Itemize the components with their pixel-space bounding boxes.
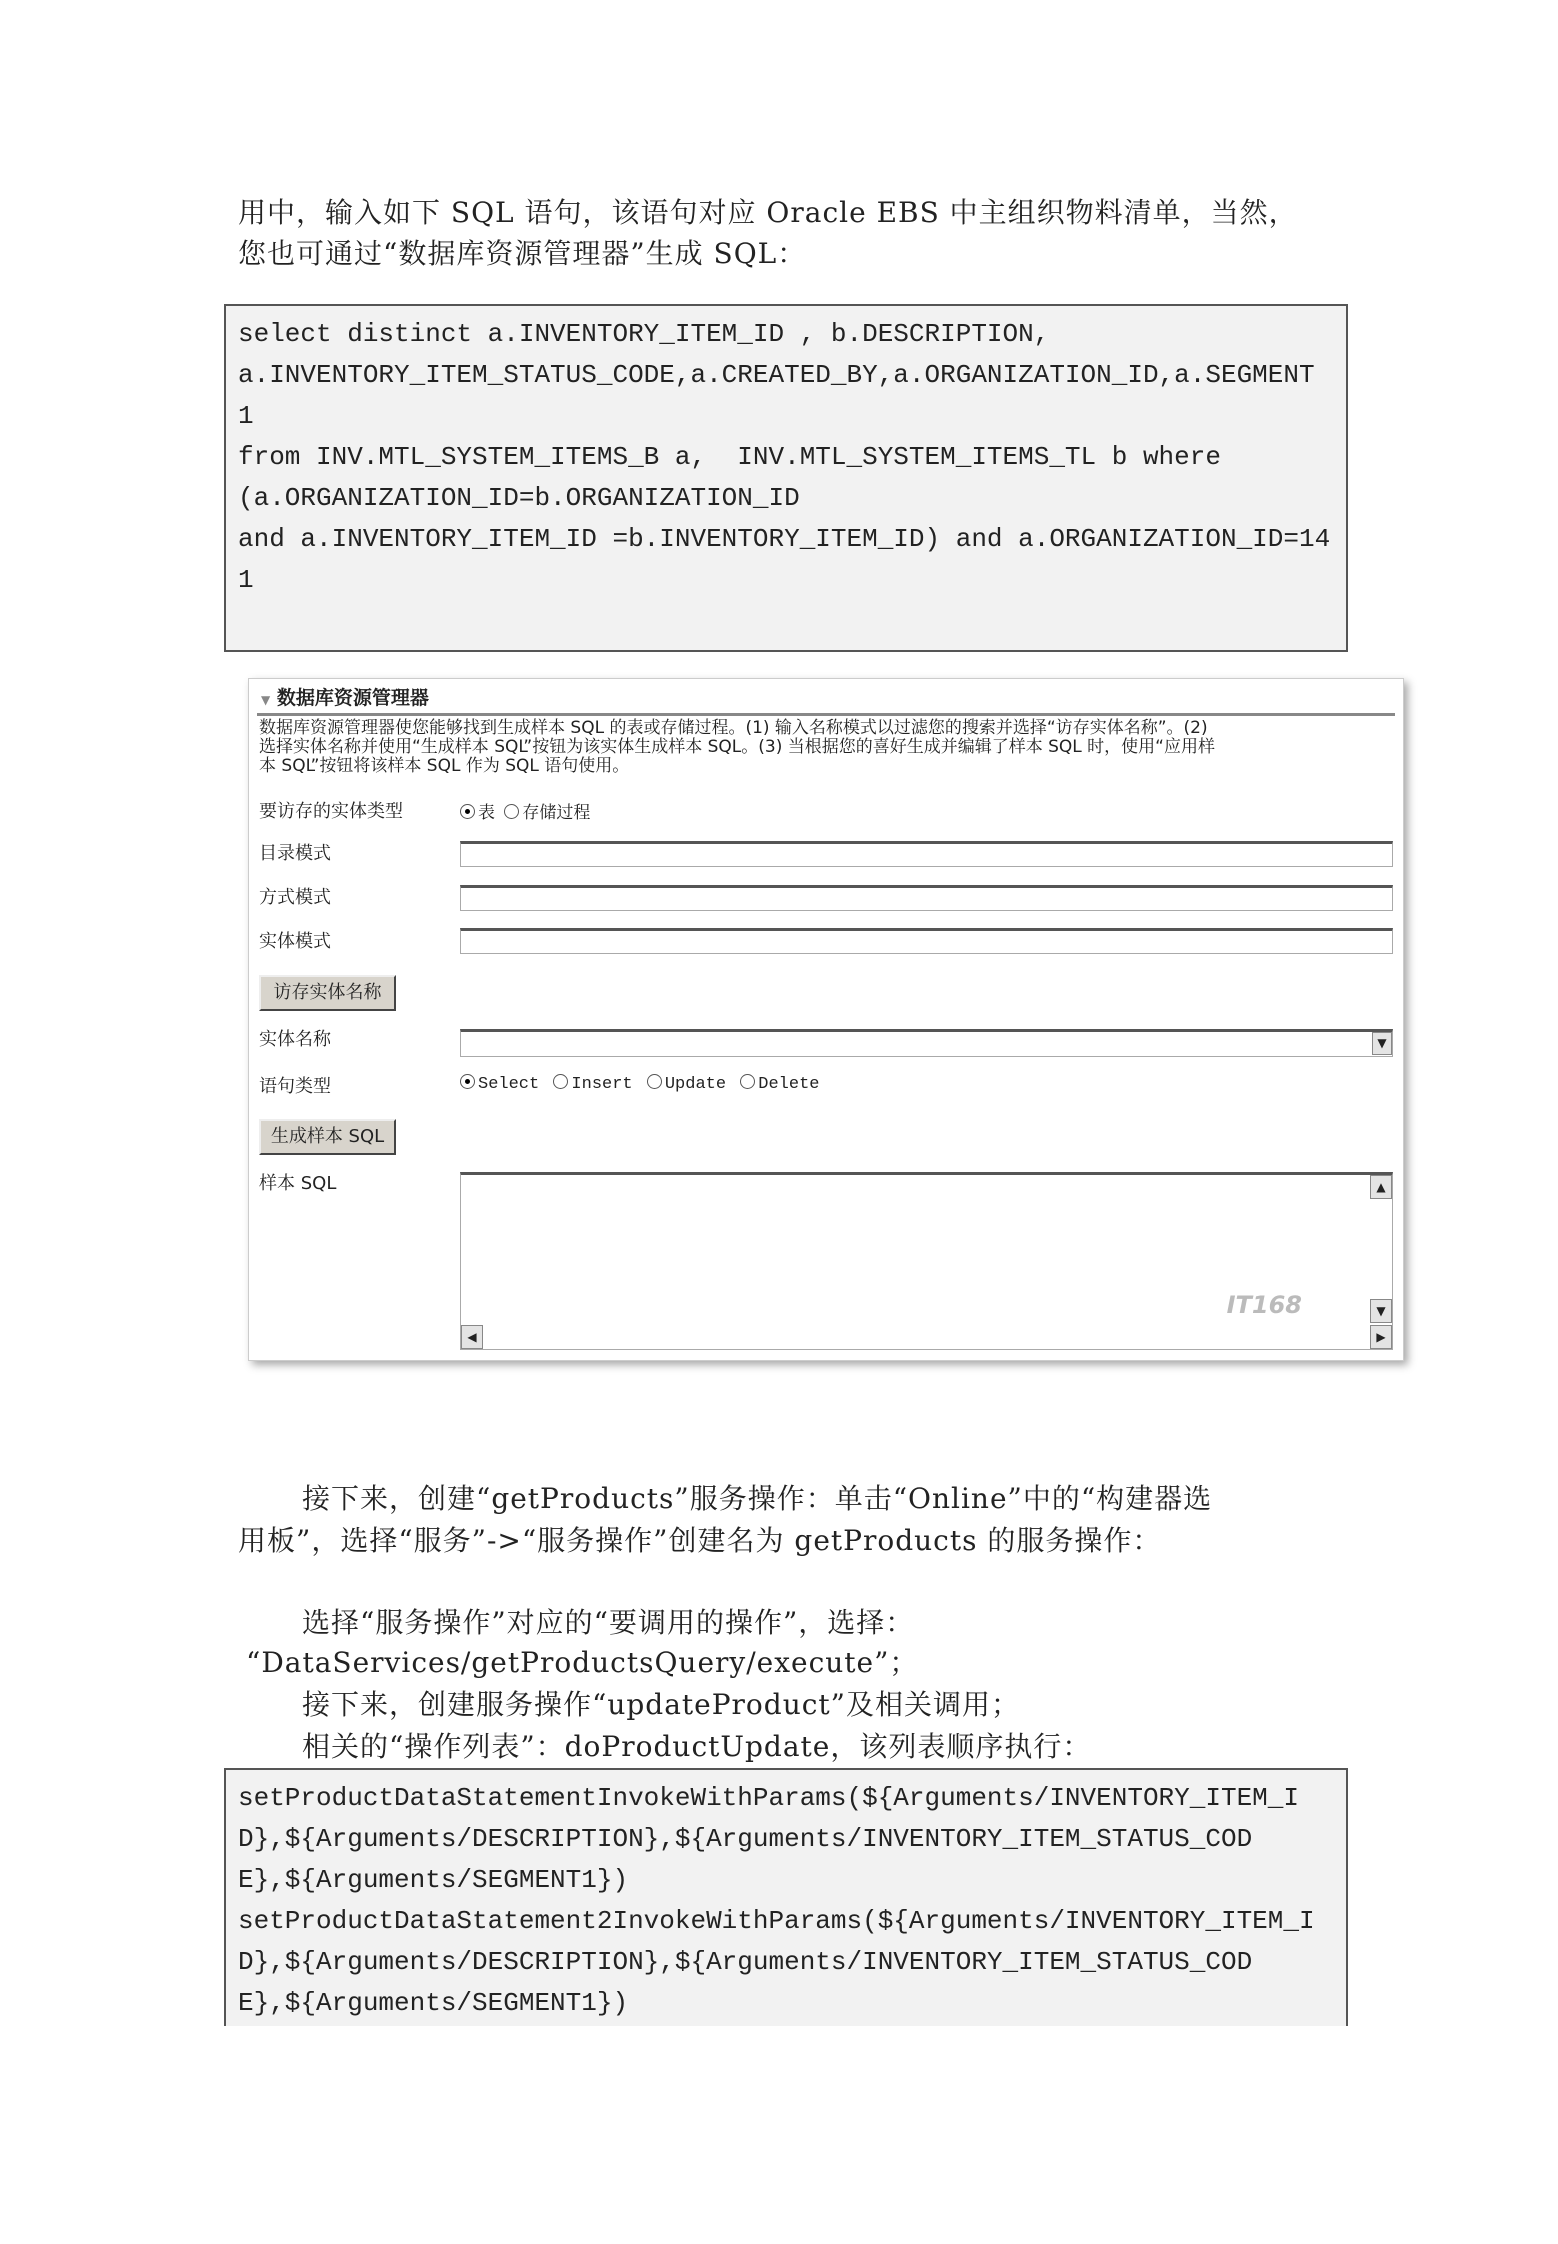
- scroll-down-icon[interactable]: ▼: [1370, 1299, 1392, 1323]
- para3-line: “DataServices/getProductsQuery/execute”；: [246, 1646, 919, 1679]
- para3-line: 相关的“操作列表”：doProductUpdate，该列表顺序执行：: [302, 1730, 1092, 1763]
- entity-type-label: 要访存的实体类型: [259, 801, 403, 822]
- collapse-triangle-icon[interactable]: ▼: [261, 693, 271, 707]
- radio-label: 存储过程: [522, 803, 591, 823]
- scroll-up-icon[interactable]: ▲: [1370, 1175, 1392, 1199]
- para2-line: 接下来，创建“getProducts”服务操作：单击“Online”中的“构建器选: [302, 1482, 1213, 1515]
- statement-type-radio-group: [456, 1074, 819, 1094]
- code-line: 1: [238, 401, 254, 431]
- catalog-label: 目录模式: [259, 843, 331, 864]
- entity-pattern-input[interactable]: [460, 928, 1393, 954]
- radio-select[interactable]: [460, 1074, 475, 1089]
- code-line: a.INVENTORY_ITEM_STATUS_CODE,a.CREATED_BY,a.ORGANIZATION_ID,a.SEGMENT: [238, 360, 1315, 390]
- radio-label: 表: [478, 803, 495, 823]
- fetch-entity-names-button[interactable]: 访存实体名称: [259, 975, 396, 1011]
- entity-type-radio-group: [456, 798, 590, 823]
- sample-sql-textarea[interactable]: [460, 1172, 1393, 1350]
- para3-line: 接下来，创建服务操作“updateProduct”及相关调用；: [302, 1688, 1020, 1721]
- intro-line: 您也可通过“数据库资源管理器”生成 SQL：: [238, 237, 807, 270]
- code-line: setProductDataStatement2InvokeWithParams(${Arguments/INVENTORY_ITEM_ID},${Arguments/DESCRIPTION},${Arguments/INVENTORY_ITEM_STATUS_CODE},${Arguments/SEGMENT1}): [238, 1906, 1315, 2018]
- divider: [257, 713, 1395, 716]
- scroll-left-icon[interactable]: ◀: [461, 1325, 483, 1349]
- sql-code-block: [224, 304, 1348, 652]
- code-line: from INV.MTL_SYSTEM_ITEMS_B a, INV.MTL_SYSTEM_ITEMS_TL b where: [238, 442, 1221, 472]
- radio-insert[interactable]: [553, 1074, 568, 1089]
- schema-input[interactable]: [460, 885, 1393, 911]
- explorer-title[interactable]: [261, 683, 429, 710]
- radio-stored-procedure[interactable]: [504, 804, 519, 819]
- code-line: and a.INVENTORY_ITEM_ID =b.INVENTORY_ITEM_ID) and a.ORGANIZATION_ID=141: [238, 524, 1331, 595]
- radio-update[interactable]: [647, 1074, 662, 1089]
- radio-table[interactable]: [460, 804, 475, 819]
- entity-name-label: 实体名称: [259, 1029, 331, 1050]
- database-explorer-screenshot: [248, 678, 1404, 1361]
- explorer-title-text: 数据库资源管理器: [276, 687, 429, 709]
- watermark-logo: IT168: [1226, 1291, 1302, 1319]
- radio-label: Delete: [758, 1075, 820, 1094]
- statement-type-label: 语句类型: [259, 1076, 331, 1097]
- chevron-down-icon[interactable]: ▼: [1372, 1032, 1392, 1055]
- catalog-input[interactable]: [460, 841, 1393, 867]
- radio-label: Update: [664, 1075, 727, 1094]
- code-line: select distinct a.INVENTORY_ITEM_ID , b.DESCRIPTION,: [238, 319, 1050, 349]
- generate-sample-sql-button[interactable]: 生成样本 SQL: [259, 1119, 396, 1155]
- radio-label: Insert: [571, 1075, 633, 1094]
- description-line: 本 SQL”按钮将该样本 SQL 作为 SQL 语句使用。: [259, 756, 630, 776]
- description-line: 数据库资源管理器使您能够找到生成样本 SQL 的表或存储过程。(1) 输入名称模式以过滤您的搜索并选择“访存实体名称”。(2): [259, 718, 1208, 738]
- description-line: 选择实体名称并使用“生成样本 SQL”按钮为该实体生成样本 SQL。(3) 当根据您的喜好生成并编辑了样本 SQL 时，使用“应用样: [259, 737, 1215, 757]
- entity-pattern-label: 实体模式: [259, 931, 331, 952]
- entity-name-select[interactable]: [460, 1029, 1393, 1057]
- intro-line: 用中，输入如下 SQL 语句，该语句对应 Oracle EBS 中主组织物料清单，当然，: [238, 196, 1298, 229]
- code-line: (a.ORGANIZATION_ID=b.ORGANIZATION_ID: [238, 483, 800, 513]
- explorer-description: [259, 719, 1393, 776]
- sample-sql-label: 样本 SQL: [259, 1173, 337, 1194]
- radio-delete[interactable]: [740, 1074, 755, 1089]
- code-line: setProductDataStatementInvokeWithParams(${Arguments/INVENTORY_ITEM_ID},${Arguments/DESCRIPTION},${Arguments/INVENTORY_ITEM_STATUS_CODE},${Arguments/SEGMENT1}): [238, 1783, 1299, 1895]
- para3-line: 选择“服务操作”对应的“要调用的操作”，选择：: [302, 1606, 915, 1639]
- schema-label: 方式模式: [259, 887, 331, 908]
- scroll-right-icon[interactable]: ▶: [1370, 1325, 1392, 1349]
- radio-label: Select: [478, 1075, 540, 1094]
- para2-line: 用板”，选择“服务”->“服务操作”创建名为 getProducts 的服务操作：: [238, 1524, 1162, 1557]
- operation-code-block: [224, 1768, 1348, 2026]
